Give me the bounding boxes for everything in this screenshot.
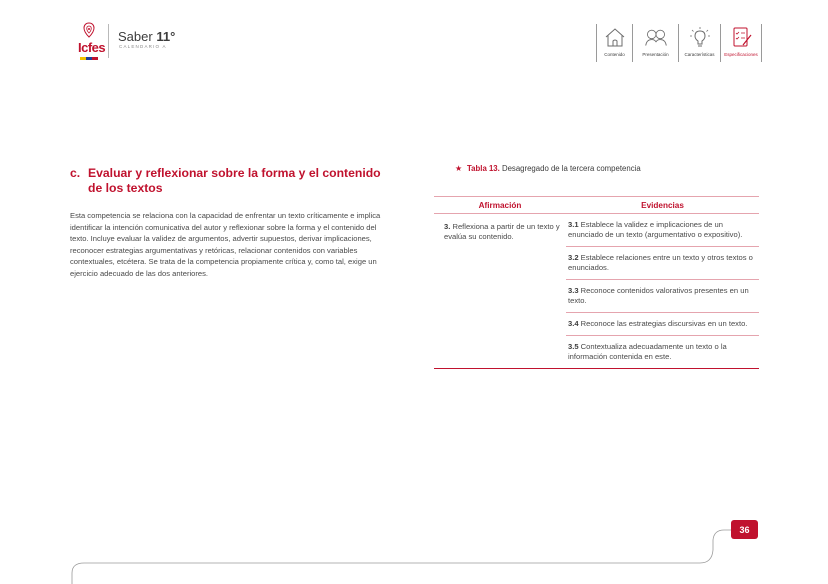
competency-table — [434, 196, 759, 369]
col-header-afirmacion: Afirmación — [478, 200, 522, 210]
star-icon: ★ — [455, 164, 462, 173]
nav-item-contenido[interactable] — [596, 24, 632, 62]
table-row — [434, 214, 759, 369]
people-icon — [644, 26, 668, 48]
nav-label-caracteristicas: Características — [684, 52, 715, 57]
shield-icon — [82, 22, 96, 38]
section-body: Esta competencia se relaciona con la capacidad de enfrentar un texto críticamente e implica identificar la intención comunicativa del autor y reflexionar sobre la forma y el contenido del texto. Incluye evaluar la validez de argumentos, advertir supuestos, derivar implicaciones, reconocer estrategias argumentativas y retóricas, relacionar contenidos con variables contextuales, etcétera. Se trata de la competencia propiamente crítica y, como tal, exige un ejercicio adecuado de las dos anteriores. — [70, 211, 381, 278]
evidence-text: Reconoce contenidos valorativos presentes en un texto. — [568, 286, 749, 305]
home-icon — [603, 26, 627, 48]
nav-label-presentacion: Presentación — [642, 52, 669, 57]
col-header-evidencias: Evidencias — [641, 200, 684, 210]
evidence-text: Reconoce las estrategias discursivas en un texto. — [578, 319, 748, 328]
nav-item-presentacion[interactable] — [632, 24, 678, 62]
evidence-text: Establece relaciones entre un texto y otros textos o enunciados. — [568, 253, 753, 272]
logo-wordmark: Icfes — [78, 40, 106, 55]
nav-item-especificaciones[interactable] — [720, 24, 762, 62]
exam-level: 11° — [156, 29, 176, 44]
evidence-item — [566, 214, 759, 247]
table-number: Tabla 13. — [467, 164, 500, 173]
checklist-icon — [729, 26, 753, 48]
evidence-number: 3.2 — [568, 253, 579, 262]
evidence-number: 3.4 — [568, 319, 579, 328]
afirmacion-cell — [434, 214, 566, 368]
nav-label-contenido: Contenido — [604, 52, 625, 57]
calendar-label: CALENDARIO A — [119, 44, 167, 49]
page-header — [0, 0, 828, 70]
exam-title — [118, 29, 175, 44]
exam-name: Saber — [118, 29, 153, 44]
table-caption — [455, 164, 641, 173]
nav-label-especificaciones: Especificaciones — [724, 52, 758, 57]
evidencias-cell — [566, 214, 759, 368]
table-header — [434, 196, 759, 214]
page-number-badge: 36 — [731, 520, 758, 539]
evidence-text: Contextualiza adecuadamente un texto o la información contenida en este. — [568, 342, 727, 361]
evidence-item — [566, 280, 759, 313]
section-title-line1: Evaluar y reflexionar sobre la forma y el contenido — [88, 166, 381, 180]
evidence-text: Establece la validez e implicaciones de un enunciado de un texto (argumentativo o expositivo). — [568, 220, 743, 239]
evidence-number: 3.1 — [568, 220, 579, 229]
afirmacion-number: 3. — [444, 222, 451, 231]
header-divider — [108, 24, 109, 58]
section-letter: c. — [70, 166, 81, 180]
table-caption-text: Desagregado de la tercera competencia — [499, 164, 641, 173]
icfes-logo[interactable] — [78, 22, 106, 62]
evidence-item — [566, 247, 759, 280]
nav-item-caracteristicas[interactable] — [678, 24, 720, 62]
evidence-item — [566, 336, 759, 368]
lightbulb-icon — [688, 26, 712, 48]
evidence-number: 3.5 — [568, 342, 579, 351]
afirmacion-text: Reflexiona a partir de un texto y evalúa su contenido. — [444, 222, 560, 241]
logo-stripe — [80, 57, 98, 60]
evidence-item — [566, 313, 759, 336]
evidence-number: 3.3 — [568, 286, 579, 295]
top-nav — [596, 24, 762, 62]
section-title-line2: de los textos — [88, 181, 163, 195]
section-title — [70, 166, 400, 196]
